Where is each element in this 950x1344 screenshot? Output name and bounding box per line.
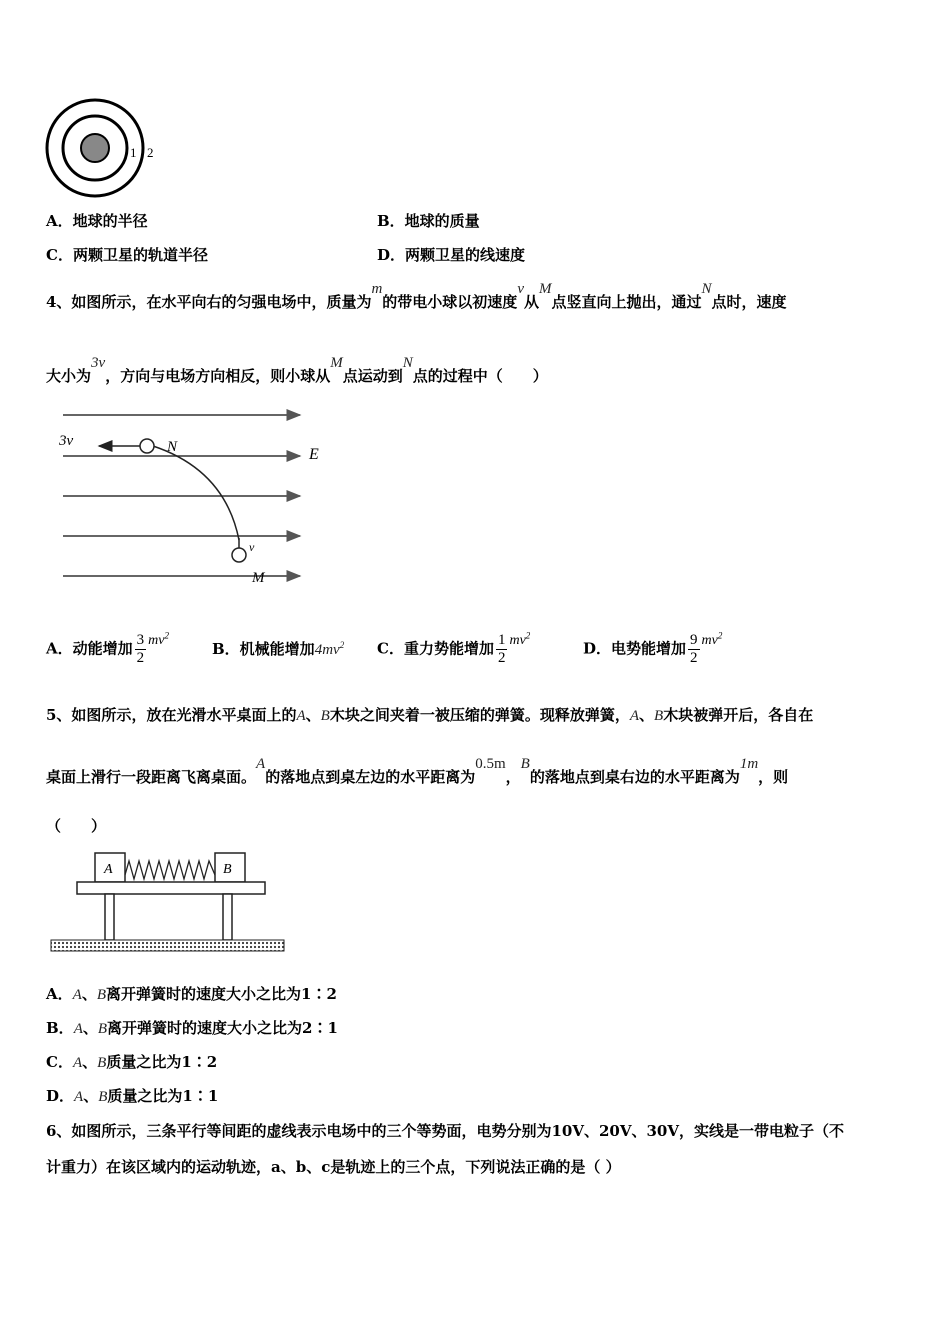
label-e: E [309, 446, 319, 463]
label-v: v [249, 540, 255, 554]
ball-at-n [140, 439, 154, 453]
q4-line1: 4、如图所示，在水平向右的匀强电场中，质量为m的带电小球以初速度v从M点竖直向上抛出，通过N点时，速度 [46, 281, 787, 311]
q5-option-b: B．A、B离开弹簧时的速度大小之比为2∶1 [46, 1019, 338, 1037]
block-b-label: B [223, 862, 232, 877]
q6-line1: 6、如图所示，三条平行等间距的虚线表示电场中的三个等势面，电势分别为10V、20V、30V，实线是一带电粒子（不 [46, 1122, 844, 1140]
q3-option-d: D．两颗卫星的线速度 [377, 246, 526, 264]
q4-option-a: A．动能增加 $\frac{3}{2}$ $mv^2$ [46, 630, 169, 667]
orbit-diagram [40, 95, 170, 205]
ball-at-m [232, 548, 246, 562]
q4-field-figure [55, 400, 345, 590]
q6-line2: 计重力）在该区域内的运动轨迹，a、b、c是轨迹上的三个点，下列说法正确的是（ ） [46, 1158, 621, 1176]
q4-line2: 大小为3v，方向与电场方向相反，则小球从M点运动到N点的过程中（ ） [46, 355, 548, 385]
label-m: M [252, 570, 265, 586]
q5-line3: （ ） [46, 817, 107, 835]
table-leg-left [105, 894, 114, 940]
table-top [77, 882, 265, 894]
q4-point-n-2: N [402, 355, 413, 371]
q5-option-d: D．A、B质量之比为1∶1 [46, 1087, 219, 1105]
q4-point-m-2: M [330, 355, 343, 371]
q4-option-b: B．机械能增加$4mv^2$ [212, 640, 345, 658]
q5-option-a: A．A、B离开弹簧时的速度大小之比为1∶2 [46, 985, 337, 1003]
q4-point-m: M [539, 281, 552, 297]
q4-velocity-symbol: v [517, 281, 524, 297]
q4-point-n: N [701, 281, 712, 297]
q5-distance-b: 1m [739, 756, 759, 772]
q4-option-d: D．电势能增加 $\frac{9}{2}$ $mv^2$ [583, 630, 723, 667]
ground [51, 940, 284, 951]
q5-distance-a: 0.5m [475, 756, 506, 772]
q4-speed-3v: 3v [91, 355, 106, 371]
q4-mass-symbol: m [371, 281, 383, 297]
label-3v: 3v [59, 433, 74, 449]
q5-line2: 桌面上滑行一段距离飞离桌面。A的落地点到桌左边的水平距离为0.5m，B的落地点到桌右边的水平距离为1m，则 [46, 756, 789, 786]
trajectory [153, 446, 239, 540]
q3-option-a: A．地球的半径 [46, 212, 148, 230]
q3-option-c: C．两颗卫星的轨道半径 [46, 246, 208, 264]
q5-option-c: C．A、B质量之比为1∶2 [46, 1053, 218, 1071]
table-leg-right [223, 894, 232, 940]
q4-option-c: C．重力势能增加 $\frac{1}{2}$ $mv^2$ [377, 630, 531, 667]
orbit-label-2: 2 [147, 145, 154, 160]
q5-line1: 5、如图所示，放在光滑水平桌面上的A、B木块之间夹着一被压缩的弹簧。现释放弹簧，A、B木块被弹开后，各自在 [46, 706, 814, 724]
spring [125, 861, 215, 879]
label-n: N [167, 439, 178, 455]
block-a-label: A [104, 862, 113, 877]
q5-table-figure [45, 845, 295, 960]
q3-option-b: B．地球的质量 [377, 212, 480, 230]
orbit-label-1: 1 [130, 145, 137, 160]
earth [81, 134, 109, 162]
